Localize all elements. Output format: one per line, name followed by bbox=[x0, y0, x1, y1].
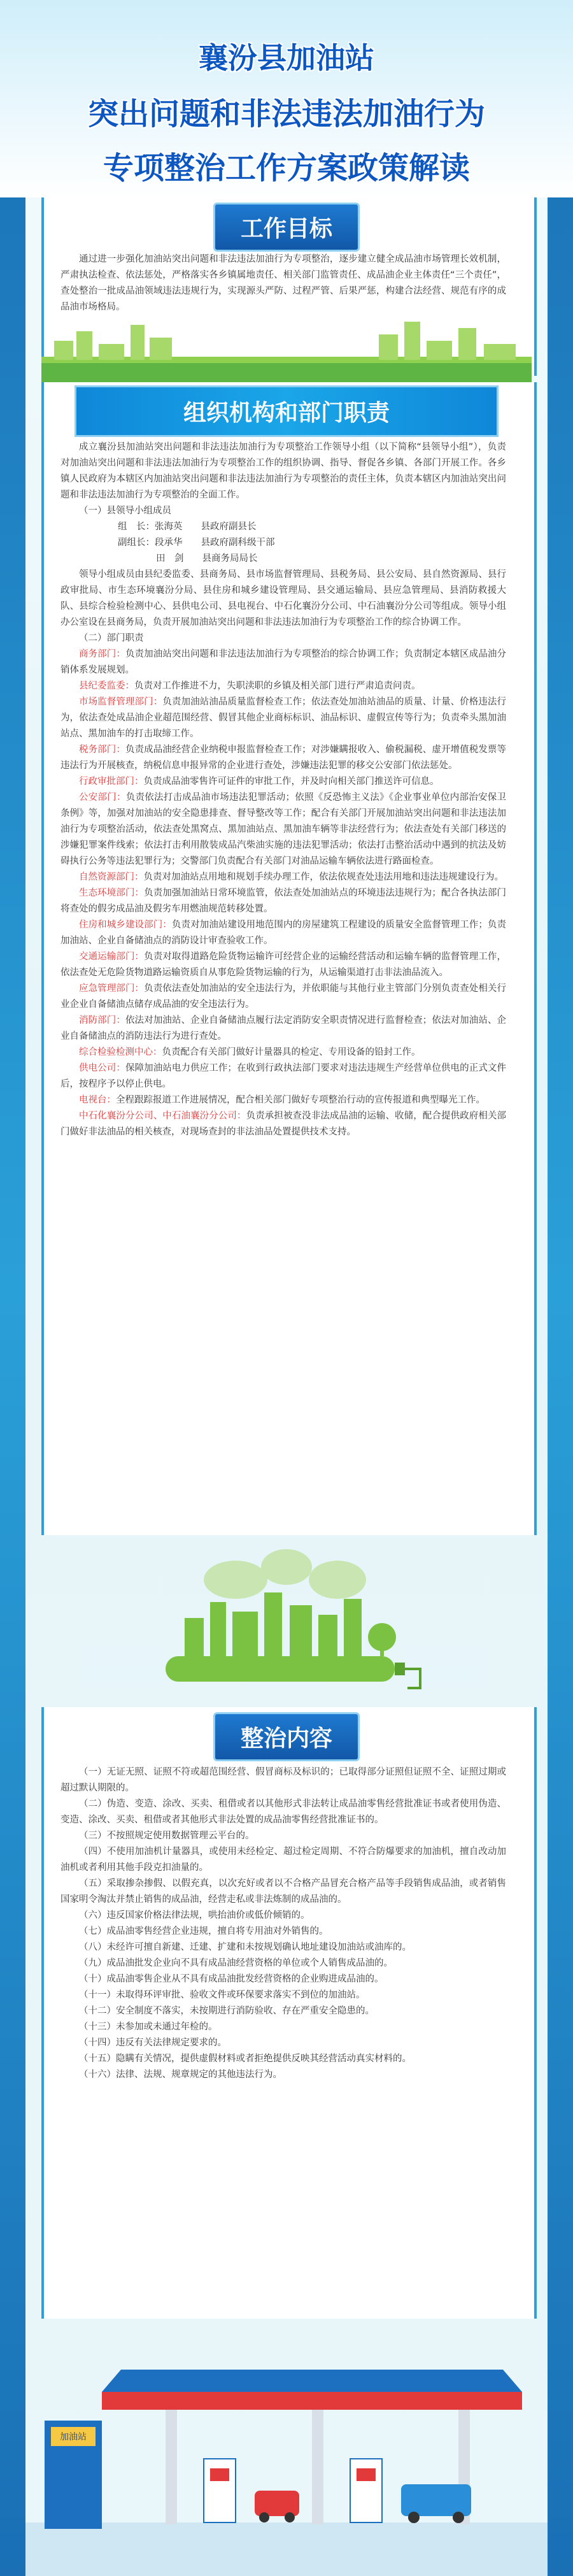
rectification-item: （十四）违反有关法律规定要求的。 bbox=[79, 2038, 227, 2048]
page-title-line-2: 突出问题和非法违法加油行为 bbox=[87, 96, 485, 132]
duty-description: 负责加油站突出问题和非法违法加油行为专项整治的综合协调工作；负责制定本辖区成品油分销体系发展规划。 bbox=[60, 649, 507, 675]
gas-station-illustration bbox=[25, 2331, 548, 2576]
right-border-band bbox=[548, 0, 573, 2576]
duty-description: 负责对取得道路危险货物运输许可经营企业的运输经营活动和运输车辆的监督管理工作，依法查处无危险货物道路运输资质自从事危险货物运输的行为，从运输渠道打击非法油品流入。 bbox=[60, 952, 506, 978]
org-member-line: 组 长：张海英 县政府副县长 bbox=[118, 522, 257, 532]
duty-description: 负责加强加油站日常环境监管，依法查处加油站点的环境违法违规行为；配合各执法部门将查处的假劣成品油及假劣车用燃油规范转移处置。 bbox=[60, 888, 506, 914]
duty-description: 负责成品油经营企业纳税申报监督检查工作；对涉嫌瞒报收入、偷税漏税、虚开增值税发票等违法行为开展核查，纳税信息申报异常的企业进行查处，涉嫌违法犯罪的移交公安部门依法惩处。 bbox=[60, 745, 507, 771]
duty-paragraph bbox=[60, 1013, 506, 1045]
duty-paragraph bbox=[60, 949, 506, 981]
rectification-item: （八）未经许可擅自新建、迁建、扩建和未按规划确认地址建设加油站或油库的。 bbox=[79, 1942, 411, 1952]
rectification-item: （九）成品油批发企业向不具有成品油经营资格的单位或个人销售成品油的。 bbox=[79, 1958, 393, 1968]
duty-description: 负责对工作推进不力，失职渎职的乡镇及相关部门进行严肃追责问责。 bbox=[134, 681, 421, 691]
duty-paragraph bbox=[60, 869, 506, 885]
duty-description: 全程跟踪报道工作进展情况，配合相关部门做好专项整治行动的宣传报道和典型曝光工作。 bbox=[116, 1095, 485, 1105]
rectification-item: （一）无证无照、证照不符或超范围经营、假冒商标及标识的；已取得部分证照但证照不全、证照过期或超过默认期限的。 bbox=[60, 1767, 506, 1793]
station-sign-text: 加油站 bbox=[60, 2432, 87, 2442]
duty-description: 负责配合有关部门做好计量器具的检定、专用设备的铅封工作。 bbox=[162, 1047, 421, 1057]
rectification-item: （六）违反国家价格法律法规，哄抬油价或低价倾销的。 bbox=[79, 1910, 310, 1921]
duty-paragraph bbox=[60, 917, 506, 949]
page-header bbox=[0, 0, 573, 197]
duty-description: 保障加油站电力供应工作；在收到行政执法部门要求对违法违规生产经营单位供电的正式文件后，按程序予以停止供电。 bbox=[60, 1063, 507, 1089]
duty-department-label: 自然资源部门： bbox=[79, 872, 144, 882]
duty-department-label: 生态环境部门： bbox=[79, 888, 145, 898]
duty-description: 负责依法查处加油站的安全违法行为，并依职能与其他行业主管部门分别负责查处相关行业企业自备储油点储存成品油的安全违法行为。 bbox=[60, 984, 506, 1010]
rectification-item: （十五）隐瞒有关情况，提供虚假材料或者拒绝提供反映其经营活动真实材料的。 bbox=[79, 2054, 411, 2064]
section-heading-org: 组织机构和部门职责 bbox=[74, 385, 499, 437]
duty-department-label: 市场监督管理部门： bbox=[79, 697, 163, 707]
rectification-item: （七）成品油零售经营企业违规，擅自将专用油对外销售的。 bbox=[79, 1926, 329, 1936]
org-paragraph: （一）县领导小组成员 bbox=[79, 506, 171, 516]
duty-department-label: 住房和城乡建设部门： bbox=[79, 920, 172, 930]
org-paragraph: （二）部门职责 bbox=[79, 633, 144, 643]
org-intro-block bbox=[60, 440, 506, 1140]
duty-department-label: 公安部门： bbox=[79, 792, 126, 803]
items-list bbox=[60, 1764, 506, 2083]
org-paragraph: 领导小组成员由县纪委监委、县商务局、县市场监督管理局、县税务局、县公安局、县自然资源局、县行政审批局、市生态环境襄汾分局、县住房和城乡建设管理局、县交通运输局、县应急管理局、县消防救援大队、县综合检验检测中心、县供电公司、县电视台、中石化襄汾分公司、中石油襄汾分公司等组成。领导小组办公室设在县商务局，负责开展加油站突出问题和非法违法加油行为专项整治工作的综合协调工作。 bbox=[60, 569, 506, 627]
duty-paragraph bbox=[60, 790, 506, 869]
org-paragraph: 成立襄汾县加油站突出问题和非法违法加油行为专项整治工作领导小组（以下简称“县领导小组”），负责对加油站突出问题和非法违法加油行为专项整治工作的组织协调、指导、督促各乡镇、各部门开展工作。各乡镇人民政府为本辖区内加油站突出问题和非法违法加油行为专项整治的责任主体，负责本辖区内加油站突出问题和非法违法加油行为专项整治的全面工作。 bbox=[60, 442, 506, 500]
rectification-item: （十一）未取得环评审批、验收文件或环保要求落实不到位的加油站。 bbox=[79, 1990, 365, 2000]
duties-list bbox=[60, 647, 506, 1140]
duty-description: 负责对加油站点用地和规划手续办理工作，依法依规查处违法用地和违法违规建设行为。 bbox=[143, 872, 504, 882]
duty-description: 负责对加油站建设用地范围内的房屋建筑工程建设的质量安全监督管理工作；负责加油站、企业自备储油点的消防设计审查验收工作。 bbox=[60, 920, 506, 946]
duty-paragraph bbox=[60, 1108, 506, 1140]
org-member-line: 副组长：段承华 县政府副科级干部 bbox=[118, 538, 275, 548]
duty-paragraph bbox=[60, 678, 506, 694]
duty-paragraph bbox=[60, 774, 506, 790]
duty-department-label: 供电公司： bbox=[79, 1063, 125, 1073]
duty-department-label: 行政审批部门： bbox=[79, 776, 144, 787]
duty-paragraph bbox=[60, 981, 506, 1013]
section-heading-goal: 工作目标 bbox=[213, 203, 360, 252]
duty-department-label: 电视台： bbox=[79, 1095, 116, 1105]
duty-paragraph bbox=[60, 1092, 506, 1108]
rectification-item: （十二）安全制度不落实，未按期进行消防验收、存在严重安全隐患的。 bbox=[79, 2006, 374, 2016]
duty-department-label: 税务部门： bbox=[79, 745, 125, 755]
rectification-item: （三）不按照规定使用数据管理云平台的。 bbox=[79, 1831, 255, 1841]
green-city-battery-illustration bbox=[140, 1542, 433, 1701]
rectification-item: （十三）未参加或未通过年检的。 bbox=[79, 2022, 218, 2032]
duty-department-label: 综合检验检测中心： bbox=[79, 1047, 162, 1057]
duty-department-label: 消防部门： bbox=[79, 1015, 125, 1026]
duty-paragraph bbox=[60, 647, 506, 678]
duty-paragraph bbox=[60, 885, 506, 917]
duty-description: 依法对加油站、企业自备储油点履行法定消防安全职责情况进行监督检查；依法对加油站、企业自备储油点的消防违法行为进行查处。 bbox=[60, 1015, 507, 1041]
duty-department-label: 中石化襄汾分公司、中石油襄汾分公司： bbox=[79, 1111, 246, 1121]
page-title-line-1: 襄汾县加油站 bbox=[199, 41, 374, 75]
duty-description: 负责成品油零售许可证件的审批工作，并及时向相关部门推送许可信息。 bbox=[143, 776, 439, 787]
duty-paragraph bbox=[60, 1045, 506, 1061]
left-border-band bbox=[0, 0, 25, 2576]
rectification-item: （十六）法律、法规、规章规定的其他违法行为。 bbox=[79, 2070, 282, 2080]
section-heading-items: 整治内容 bbox=[213, 1712, 360, 1761]
duty-department-label: 交通运输部门： bbox=[79, 952, 145, 962]
rectification-item: （五）采取掺杂掺假、以假充真，以次充好或者以不合格产品冒充合格产品等手段销售成品油，或者销售国家明令淘汰并禁止销售的成品油，经营走私或非法炼制的成品油的。 bbox=[60, 1878, 506, 1905]
duty-description: 负责承担被查没非法成品油的运输、收储，配合提供政府相关部门做好非法油品的相关核查，对现场查封的非法油品处置提供技术支持。 bbox=[60, 1111, 507, 1137]
rectification-item: （十）成品油零售企业从不具有成品油批发经营资格的企业购进成品油的。 bbox=[79, 1974, 384, 1984]
goal-paragraph: 通过进一步强化加油站突出问题和非法违法加油行为专项整治，逐步建立健全成品油市场管理长效机制，严肃执法检查、依法惩处，严格落实各乡镇属地责任、相关部门监管责任、成品油企业主体责任“三个责任”，查处整治一批成品油领域违法违规行为，实现源头严防、过程严管、后果严惩，构建合法经营、规范有序的成品油市场格局。 bbox=[60, 254, 506, 312]
duty-department-label: 商务部门： bbox=[79, 649, 125, 659]
rectification-item: （四）不使用加油机计量器具，或使用未经检定、超过检定周期、不符合防爆要求的加油机，擅自改动加油机或者利用其他手段克扣油量的。 bbox=[60, 1847, 506, 1873]
duty-description: 负责加油站油品质量监督检查工作；依法查处加油站油品的质量、计量、价格违法行为，依法查处成品油企业超范围经营、假冒其他企业商标标识、油品标识、虚假宣传等行为；负责牵头黑加油站点、黑加油车的打击取缔工作。 bbox=[60, 697, 507, 739]
city-skyline-illustration bbox=[41, 306, 532, 382]
duty-description: 负责依法打击成品油市场违法犯罪活动；依照《反恐怖主义法》《企业事业单位内部治安保卫条例》等，加强对加油站的安全隐患排查、督导整改等工作；配合有关部门开展加油站突出问题和非法违法加油行为专项整治活动，依法查处黑窝点、黑加油站点、黑加油车辆等非法经营行为；依法查处有关部门移送的涉嫌犯罪案件线索；依法打击利用散装成品汽柴油实施的违法犯罪活动；依法打击整治活动中遇到的抗法及妨碍执行公务等违法犯罪行为；交警部门负责配合有关部门对油品运输车辆依法进行路面检查。 bbox=[60, 792, 506, 866]
duty-paragraph bbox=[60, 742, 506, 774]
duty-department-label: 应急管理部门： bbox=[79, 984, 145, 994]
duty-department-label: 县纪委监委： bbox=[79, 681, 134, 691]
rectification-item: （二）伪造、变造、涂改、买卖、租借或者以其他形式非法转让成品油零售经营批准证书或者使用伪造、变造、涂改、买卖、租借或者其他形式非法处置的成品油零售经营批准证书的。 bbox=[60, 1799, 506, 1825]
duty-paragraph bbox=[60, 694, 506, 742]
org-member-line: 田 剑 县商务局局长 bbox=[156, 554, 258, 564]
page-title-line-3: 专项整治工作方案政策解读 bbox=[103, 150, 470, 186]
duty-paragraph bbox=[60, 1061, 506, 1092]
